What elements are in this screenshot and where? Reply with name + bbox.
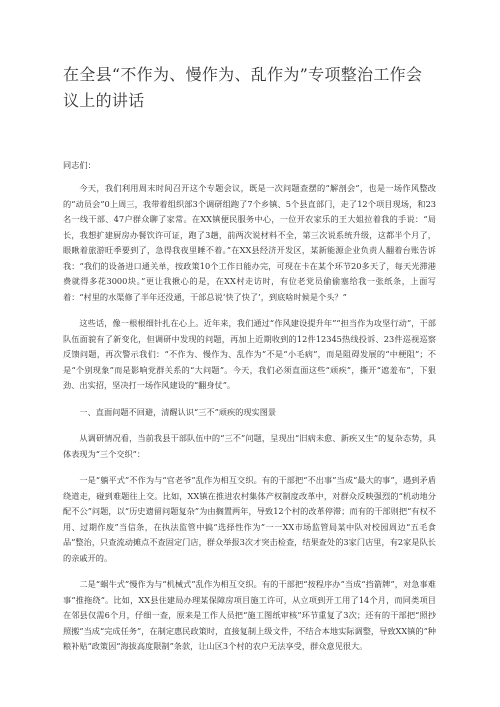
body-paragraph: 二是“蜗牛式”慢作为与“机械式”乱作为相互交织。有的干部把“按程序办”当成“挡箭牌”，对急事难事“推拖绕”。比如，XX县住建局办理某保障房项目施工许可，从立项到开工用了14个月，而同类项目在邻县仅需6个月，仔细一查，原来是工作人员把“施工图纸审核”环节重复了3次；还有的干部把“照抄照搬”当成“完成任务”，在制定惠民政策时，直接复制上级文件，不结合本地实际调整，导致XX镇的“种粮补贴”政策因“海拔高度限制”条款，让山区3个村的农户无法享受，群众意见很大。 [63, 579, 436, 651]
section-heading: 一、直面问题不回避，清醒认识“三不”顽疾的现实图景 [79, 406, 277, 417]
body-paragraph: 这些话，像一根根细针扎在心上。近年来，我们通过“作风建设提升年”“担当作为攻坚行动”，干部队伍面貌有了新变化，但调研中发现的问题，再加上近期收到的12件12345热线投诉、23件巡视巡察反馈问题，再次警示我们：“不作为、慢作为、乱作为”不是“小毛病”，而是阻碍发展的“中梗阻”；不是“个别现象”而是影响党群关系的“大问题”。今天，我们必须直面这些“顽疾”，撕开“遮羞布”，下狠劲、出实招，坚决打一场作风建设的“翻身仗”。 [63, 318, 436, 390]
body-paragraph: 一是“躺平式”不作为与“官老爷”乱作为相互交织。有的干部把“不出事”当成“最大的事”，遇到矛盾绕道走，碰到难题往上交。比如，XX镇在推进农村集体产权制度改革中，对群众反映强烈的“机动地分配不公”问题，以“历史遗留问题复杂”为由搁置两年，导致12个村的改革停滞；而有的干部则把“有权不用、过期作废”当信条，在执法监管中搞“选择性作为”一一XX市场监管局某中队对校园周边“五毛食品”整治，只查流动摊点不查固定门店，群众举报3次才突击检查，结果查处的3家门店里，有2家是队长的亲戚开的。 [63, 475, 436, 563]
body-paragraph: 今天，我们利用周末时间召开这个专题会议，既是一次问题查摆的“解剖会”，也是一场作风整改的“动员会”0上周三，我带着组织部3个调研组跑了7个乡镇、5个县直部门，走了12个项目现场，和23名一线干部、47户群众聊了家常。在XX镇便民服务中心，一位开农家乐的王大姐拉着我的手说：“局长，我想扩建厨房办餐饮许可证，跑了3趟，前两次说材料不全，第三次说系统升级，这都半个月了，眼瞅着旅游旺季要到了，急得我夜里睡不着。”在XX县经济开发区，某新能源企业负责人翻着台账告诉我：“我们的设备进口通关单，按政策10个工作日能办完，可现在卡在某个环节20多天了，每天光滞港费就得多花3000块。”更让我揪心的是，在XX村走访时，有位老党员偷偷塞给我一张纸条，上面写着：“村里的水渠修了半年还没通，干部总说‘快了快了’，到底啥时候是个头？” [63, 183, 436, 302]
body-paragraph: 从调研情况看，当前我县干部队伍中的“三不”问题，呈现出“旧病未愈、新疾又生”的复杂态势，具体表现为“三个交织”： [63, 433, 436, 459]
salutation: 同志们： [63, 160, 96, 170]
document-title: 在全县“不作为、慢作为、乱作为”专项整治工作会议上的讲话 [63, 65, 423, 110]
